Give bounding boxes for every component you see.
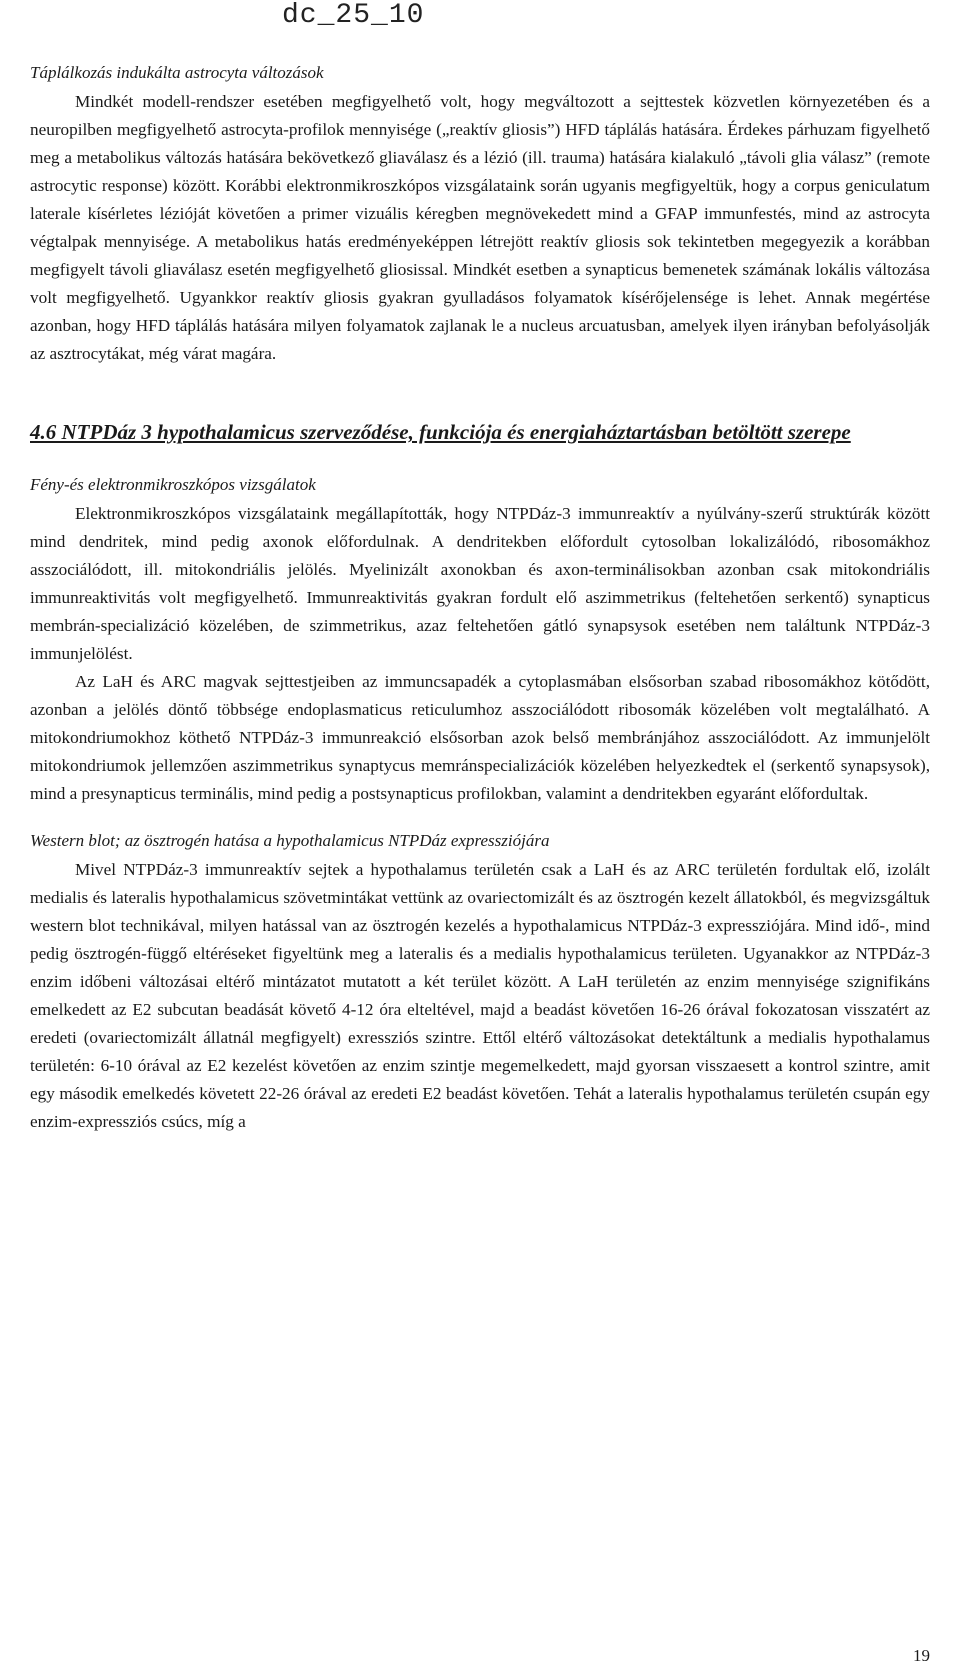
body-paragraph: Elektronmikroszkópos vizsgálataink megállapították, hogy NTPDáz-3 immunreaktív a nyúlvány-szerű struktúrák között mind dendritek, mind pedig axonok előfordulnak. A dendritekben előfordult cytosolban lokalizálódó, ribosomákhoz asszociálódott, ill. mitokondriális jelölés. Myelinizált axonokban és axon-terminálisokban azonban csak mitokondriális immunreaktivitás volt megfigyelhető. Immunreaktivitás gyakran fordult elő aszimmetrikus (feltehetően serkentő) synapticus membrán-specializáció közelében, de szimmetrikus, azaz feltehetően gátló synapsysok esetében nem találtunk NTPDáz-3 immunjelölést. <box>30 504 930 663</box>
section-subheading: Western blot; az ösztrogén hatása a hypothalamicus NTPDáz expressziójára <box>30 831 550 850</box>
page-content <box>30 60 930 1136</box>
section-heading-text: 4.6 NTPDáz 3 hypothalamicus szerveződése, funkciója és energiaháztartásban betöltött szerepe <box>30 420 851 444</box>
section-heading <box>30 416 930 448</box>
body-paragraph: Mivel NTPDáz-3 immunreaktív sejtek a hypothalamus területén csak a LaH és az ARC területén fordultak elő, izolált medialis és lateralis hypothalamicus szövetmintákat vettünk az ovariectomizált és az ösztrogén kezelt állatokból, és megvizsgáltuk western blot technikával, milyen hatással van az ösztrogén kezelés a hypothalamicus NTPDáz-3 expressziójára. Mind idő-, mind pedig ösztrogén-függő eltéréseket figyeltünk meg a lateralis és a medialis hypothalamicus területen. Ugyanakkor az NTPDáz-3 enzim időbeni változásai eltérő mintázatot mutatott a két terület között. A LaH területén az enzim mennyisége szignifikáns emelkedett az E2 subcutan beadását követő 4-12 óra elteltével, majd a beadást követően 16-26 órával fokozatosan visszatért az eredeti (ovariectomizált állatnál megfigyelt) exressziós szintre. Ettől eltérő változásokat detektáltunk a medialis hypothalamus területén: 6-10 órával az E2 kezelést követően az enzim szintje megemelkedett, majd gyorsan visszaesett a kontrol szintre, amit egy második emelkedés követett 22-26 órával az eredeti E2 beadást követően. Tehát a lateralis hypothalamus területén csupán egy enzim-expressziós csúcs, míg a <box>30 860 930 1131</box>
section-subheading: Táplálkozás indukálta astrocyta változások <box>30 63 324 82</box>
body-paragraph: Mindkét modell-rendszer esetében megfigyelhető volt, hogy megváltozott a sejttestek közvetlen környezetében és a neuropilben megfigyelhető astrocyta-profilok mennyisége („reaktív gliosis”) HFD táplálás hatására. Érdekes párhuzam figyelhető meg a metabolikus változás hatására bekövetkező gliaválasz és a lézió (ill. trauma) hatására kialakuló „távoli glia válasz” (remote astrocytic response) között. Korábbi elektronmikroszkópos vizsgálataink során ugyanis megfigyeltük, hogy a corpus geniculatum laterale kísérletes lézióját követően a primer vizuális kéregben megnövekedett mind a GFAP immunfestés, mind az astrocyta végtalpak mennyisége. A metabolikus hatás eredményeképpen létrejött reaktív gliosis sok tekintetben megegyezik a korábban megfigyelt távoli gliaválasz esetén megfigyelhető gliosissal. Mindkét esetben a synapticus bemenetek számának lokális változása volt megfigyelhető. Ugyankkor reaktív gliosis gyakran gyulladásos folyamatok kísérőjelensége is lehet. Annak megértése azonban, hogy HFD táplálás hatására milyen folyamatok zajlanak le a nucleus arcuatusban, amelyek ilyen irányban befolyásolják az asztrocytákat, még várat magára. <box>30 92 930 363</box>
document-id: dc_25_10 <box>282 0 425 31</box>
body-paragraph: Az LaH és ARC magvak sejttestjeiben az immuncsapadék a cytoplasmában elsősorban szabad ribosomákhoz kötődött, azonban a jelölés döntő többsége endoplasmaticus reticulumhoz asszociálódott ribosomák közelében volt megtalálható. A mitokondriumokhoz köthető NTPDáz-3 immunreakció elsősorban azok belső membránjához asszociálódott. Az immunjelölt mitokondriumok jellemzően aszimmetrikus synaptycus memránspecializációk közelében helyezkedtek el (serkentő synapsysok), mind a presynapticus terminális, mind pedig a postsynapticus profilokban, valamint a dendritekben egyaránt előfordultak. <box>30 672 930 803</box>
page-number: 19 <box>913 1646 930 1665</box>
section-subheading: Fény-és elektronmikroszkópos vizsgálatok <box>30 475 316 494</box>
